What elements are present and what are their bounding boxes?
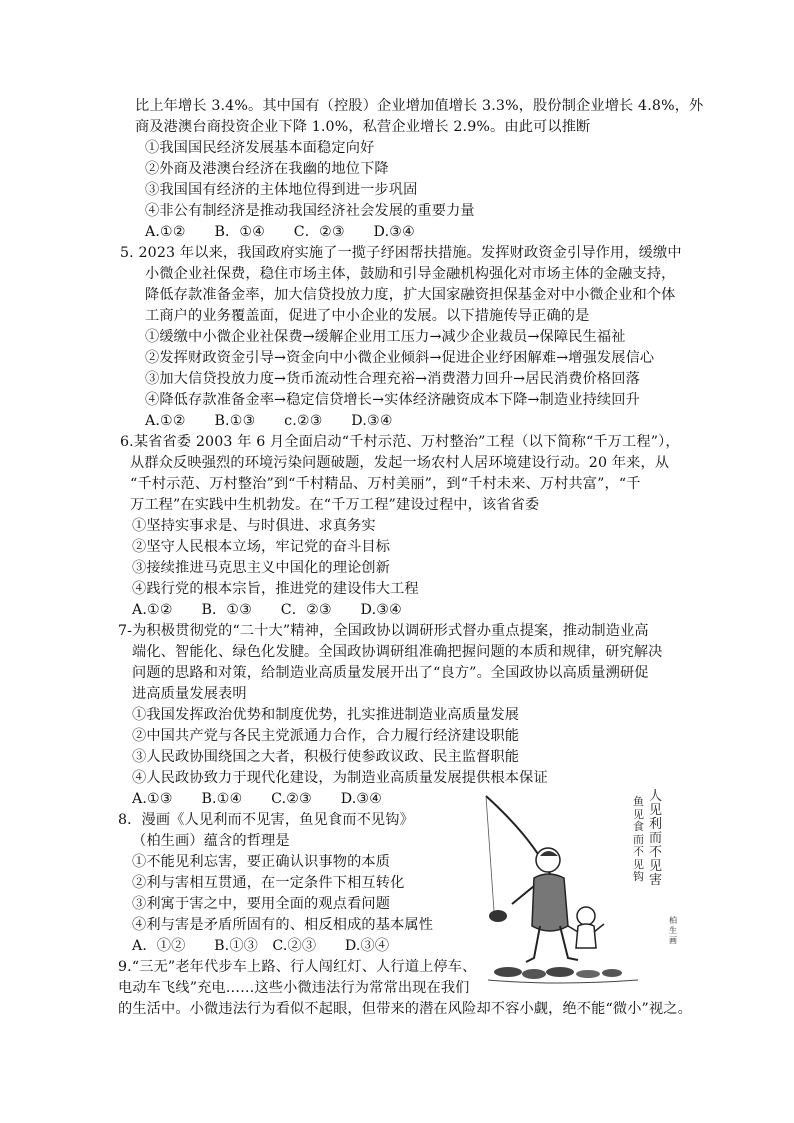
q8-option-4: ④利与害是矛盾所固有的、相反相成的基本属性 bbox=[132, 917, 434, 933]
q4-option-4: ④非公有制经济是推动我国经济社会发展的重要力量 bbox=[145, 203, 475, 219]
q7-stem-line-1: 7-为积极贯彻党的“二十大”精神，全国政协以调研形式督办重点提案，推动制造业高 bbox=[118, 623, 649, 639]
q8-option-1: ①不能见利忘害，要正确认识事物的本质 bbox=[132, 854, 391, 870]
child-head bbox=[577, 907, 595, 925]
q6-option-4: ④践行党的根本宗旨，推进党的建设伟大工程 bbox=[132, 581, 419, 597]
q6-stem-line-2: 从群众反映强烈的环境污染问题破题，发起一场农村人居环境建设行动。20 年来，从 bbox=[130, 455, 670, 471]
man-body bbox=[532, 874, 568, 931]
q8-stem-line-1: 8．漫画《人见利而不见害，鱼见食而不见钩》 bbox=[118, 812, 414, 828]
q6-option-2: ②坚守人民根本立场，牢记党的奋斗目标 bbox=[132, 539, 391, 555]
rock bbox=[546, 967, 574, 977]
q5-stem-line-3: 降低存款准备金率，加大信贷投放力度，扩大国家融资担保基金对中小微企业和个体 bbox=[145, 287, 676, 303]
q5-option-2: ②发挥财政资金引导→资金向中小微企业倾斜→促进企业纾困解难→增强发展信心 bbox=[145, 350, 655, 366]
q6-answer-choices: A.①② B．①③ C．②③ D.③④ bbox=[132, 602, 402, 618]
q8-option-3: ③利寓于害之中，要用全面的观点看问题 bbox=[132, 896, 391, 912]
q5-option-4: ④降低存款准备金率→稳定信贷增长→实体经济融资成本下降→制造业持续回升 bbox=[145, 392, 640, 408]
cartoon-caption-col-2: 鱼见食而不见钩 bbox=[633, 795, 644, 883]
cartoon-caption-col-1: 人见利而不见害 bbox=[649, 789, 663, 888]
q6-stem-line-4: 万工程”在实践中生机勃发。在“千万工程”建设过程中，该省省委 bbox=[130, 497, 540, 513]
q7-option-2: ②中国共产党与各民主党派通力合作，合力履行经济建设职能 bbox=[132, 728, 520, 744]
fish bbox=[489, 910, 507, 922]
q5-answer-choices: A.①② B.①③ c.②③ D.③④ bbox=[145, 413, 393, 429]
q7-option-4: ④人民政协致力于现代化建设，为制造业高质量发展提供根本保证 bbox=[132, 770, 548, 786]
q7-option-1: ①我国发挥政治优势和制度优势，扎实推进制造业高质量发展 bbox=[132, 707, 520, 723]
water-line bbox=[488, 980, 638, 983]
rock bbox=[522, 969, 546, 979]
q6-stem-line-1: 6.某省省委 2003 年 6 月全面启动“千村示范、万村整治”工程（以下简称“千万工程”）， bbox=[120, 434, 680, 450]
q7-option-3: ③人民政协围绕国之大者，积极行使参政议政、民主监督职能 bbox=[132, 749, 520, 765]
q5-stem-line-4: 工商户的业务覆盖面，促进了中小企业的发展。以下措施传导正确的是 bbox=[145, 308, 590, 324]
q7-answer-choices: A.①③ B.①④ C.②③ D.③④ bbox=[132, 791, 383, 807]
child-body bbox=[576, 924, 596, 948]
q4-stem-line-1: 比上年增长 3.4%。其中国有（控股）企业增加值增长 3.3%，股份制企业增长 4.8%，外 bbox=[135, 98, 704, 114]
q6-option-3: ③接续推进马克思主义中国化的理论创新 bbox=[132, 560, 391, 576]
rock bbox=[576, 970, 600, 978]
q7-stem-line-2: 端化、智能化、绿色化发腱。全国政协调研组准确把握问题的本质和规律，研究解决 bbox=[132, 644, 663, 660]
q9-stem-line-3: 的生活中。小微违法行为看似不起眼，但带来的潜在风险却不容小觑，绝不能“微小”视之。 bbox=[118, 1001, 692, 1017]
man-leg-left bbox=[526, 926, 540, 962]
q4-option-3: ③我国国有经济的主体地位得到进一步巩固 bbox=[145, 182, 418, 198]
q5-stem-line-2: 小微企业社保费，稳住市场主体，鼓励和引导金融机构强化对市场主体的金融支持， bbox=[145, 266, 676, 282]
man-arm bbox=[512, 886, 534, 904]
q8-answer-choices: A．①② B.①③ C.②③ D.③④ bbox=[132, 938, 390, 954]
q9-stem-line-2: 电动车飞线”充电……这些小微违法行为常常出现在我们 bbox=[118, 980, 470, 996]
q8-option-2: ②利与害相互贯通，在一定条件下相互转化 bbox=[132, 875, 405, 891]
q6-option-1: ①坚持实事求是、与时俱进、求真务实 bbox=[132, 518, 376, 534]
q4-option-1: ①我国国民经济发展基本面稳定向好 bbox=[145, 140, 375, 156]
q5-option-3: ③加大信贷投放力度→货币流动性合理充裕→消费潜力回升→居民消费价格回落 bbox=[145, 371, 640, 387]
q9-stem-line-1: 9.“三无”老年代步车上路、行人闯红灯、人行道上停车、 bbox=[118, 959, 477, 975]
q5-option-1: ①缓缴中小微企业社保费→缓解企业用工压力→减少企业裁员→保障民生福祉 bbox=[145, 329, 626, 345]
q6-stem-line-3: “千村示范、万村整治”到“千村精品、万村美丽”，到“千村未来、万村共富”，“千 bbox=[130, 476, 641, 492]
q4-stem-line-2: 商及港澳台商投资企业下降 1.0%，私营企业增长 2.9%。由此可以推断 bbox=[135, 119, 591, 135]
fishing-cartoon-image bbox=[468, 786, 686, 988]
q5-stem-line-1: 5. 2023 年以来，我国政府实施了一揽子纾困帮扶措施。发挥财政资金引导作用，缓缴中 bbox=[120, 245, 682, 261]
rock bbox=[602, 969, 622, 977]
q4-option-2: ②外商及港澳台经济在我幽的地位下降 bbox=[145, 161, 389, 177]
q4-answer-choices: A.①② B．①④ C．②③ D.③④ bbox=[145, 224, 415, 240]
q8-stem-line-2: （柏生画）蕴含的哲理是 bbox=[132, 833, 290, 849]
cartoon-signature: 柏生画 bbox=[669, 916, 677, 945]
q7-stem-line-4: 进高质量发展表明 bbox=[132, 686, 247, 702]
fishing-line bbox=[486, 796, 494, 911]
rock bbox=[494, 967, 522, 977]
q7-stem-line-3: 问题的思路和对策，给制造业高质量发展开出了“良方”。全国政协以高质量溯研促 bbox=[132, 665, 649, 681]
